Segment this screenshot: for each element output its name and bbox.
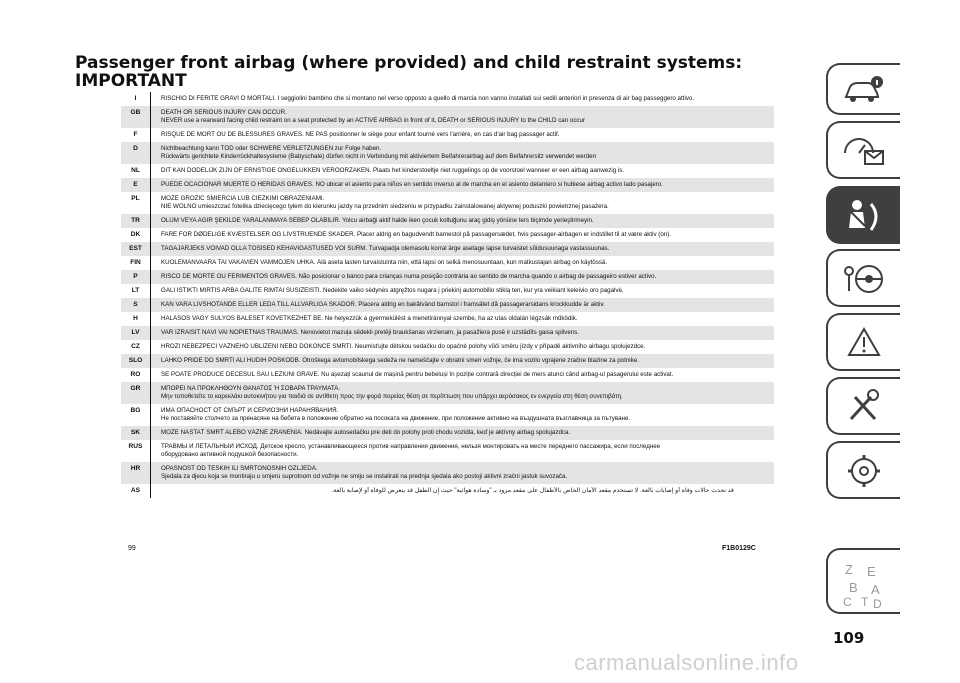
svg-text:D: D (873, 597, 882, 610)
warning-line: ИМА ОПАСНОСТ ОТ СМЪРТ И СЕРИОЗНИ НАРАНЯВАНИЯ. (161, 407, 339, 414)
language-code: EST (121, 242, 151, 256)
warning-text (151, 340, 774, 354)
table-row (121, 92, 774, 106)
language-code: DK (121, 228, 151, 242)
language-code: RUS (121, 440, 151, 462)
watermark-text: carmanualsonline.info (574, 650, 799, 675)
language-code: GR (121, 382, 151, 404)
technical-data-icon (841, 451, 887, 491)
warning-line: Μην τοποθετείτε το καρεκλάκι αυτοκινήτου για παιδιά σε αντίθετη προς την φορά πορείας θέση σε περίπτωση που υπάρχει αερόσακος εν ενεργεία στη θέση συνεπιβάτη. (161, 393, 623, 400)
warning-text (151, 192, 774, 214)
page-number: 109 (833, 629, 865, 647)
figure-code: F1B0129C (722, 545, 756, 552)
warning-line: SE POATE PRODUCE DECESUL SAU LEZIUNI GRAVE. Nu așezați scaunul de mașină pentru bebeluși în poziție contrară direcției de mers atunci când airbag-ul pasagerului este activat. (161, 371, 674, 378)
warning-text (151, 484, 774, 498)
language-code: BG (121, 404, 151, 426)
svg-text:Z: Z (845, 562, 853, 577)
language-code: SLO (121, 354, 151, 368)
language-code: NL (121, 164, 151, 178)
warning-text (151, 92, 774, 106)
warning-text (151, 228, 774, 242)
svg-text:C: C (843, 595, 852, 609)
warning-line: NEVER use a rearward facing child restraint on a seat protected by an ACTIVE AIRBAG in front of it, DEATH or SERIOUS INJURY to the CHILD can occur (161, 117, 586, 124)
table-row (121, 462, 774, 484)
warning-line: ТРАВМЫ И ЛЕТАЛЬНЫЙ ИСХОД. Детское кресло, устанавливающееся против направления движения, нельзя монтировать на месте переднего пассажира, если последнее (161, 443, 661, 450)
svg-text:E: E (867, 564, 876, 579)
table-row (121, 340, 774, 354)
warning-text (151, 164, 774, 178)
table-row (121, 326, 774, 340)
page-title-line-1: Passenger front airbag (where provided) and child restraint systems: (75, 53, 743, 73)
language-code: LT (121, 284, 151, 298)
side-tab-starting[interactable] (826, 249, 900, 307)
table-row (121, 192, 774, 214)
warning-line: ΜΠΟΡΕΙ ΝΑ ΠΡΟΚΛΗΘΟΥΝ ΘΑΝΑΤΟΣ Ή ΣΟΒΑΡΑ ΤΡΑΥΜΑΤΑ. (161, 385, 341, 392)
warning-line: VAR IZRAISĪT NĀVI VAI NOPIETNAS TRAUMAS. Nenovietot mazuļa sēdekli pretēji braukšanas virzienam, ja pasažiera pusē ir uzstādīts gaisa spilvens. (161, 329, 580, 336)
warning-line: KUOLEMANVAARA TAI VAKAVIEN VAMMOJEN UHKA. Älä aseta lasten turvaistuinta niin, että lapsi on selkä menosuuntaan, kun matkustajan airbag on käytössä. (161, 259, 608, 266)
warning-line: DEATH OR SERIOUS INJURY CAN OCCUR. (161, 109, 287, 116)
table-row (121, 404, 774, 426)
warning-text (151, 426, 774, 440)
alphabet-index-icon (839, 558, 889, 610)
warning-text (151, 404, 774, 426)
warning-line: Rückwärts gerichtete Kinderrückhaltesysteme (Babyschale) dürfen nicht in Verbindung mit aktiviertem Beifahrerairbag auf dem Beifahrersitz verwendet werden (161, 153, 597, 160)
table-row (121, 484, 774, 498)
warning-tools-icon (841, 323, 887, 363)
warning-line: Не поставяйте столчето за пренасяне на бебета в положение обратно на посоката на движение, при положение активно на въздушната възглавница за пътуване. (161, 415, 631, 422)
warning-text (151, 270, 774, 284)
warning-line: FARE FOR DØDELIGE KVÆSTELSER OG LIVSTRUENDE SKADER. Placer aldrig en bagudvendt barnestol på passagersædet, hvis passager-airbagen er indstillet til at være aktiv (on). (161, 231, 671, 238)
warning-text (151, 178, 774, 192)
warning-line: HALÁSOS VAGY SÚLYOS BALESET KÖVETKEZHET BE. Ne helyezzük a gyermekülést a menetiránnyal szembe, ha az utas oldalán légzsák működik. (161, 315, 578, 322)
warning-text (151, 284, 774, 298)
table-row (121, 368, 774, 382)
language-code: PL (121, 192, 151, 214)
table-row (121, 426, 774, 440)
table-row (121, 284, 774, 298)
warning-text (151, 354, 774, 368)
table-row (121, 312, 774, 326)
warning-text (151, 256, 774, 270)
warning-text (151, 382, 774, 404)
page-title (75, 54, 795, 90)
svg-text:B: B (849, 580, 858, 595)
table-row (121, 178, 774, 192)
language-code: TR (121, 214, 151, 228)
warning-line: HROZÍ NEBEZPEČÍ VÁŽNÉHO UBLÍŽENÍ NEBO DOKONCE SMRTI. Neumisťujte dětskou sedačku do opačné polohy vůči směru jízdy v případě aktivního airbagu spolujezdce. (161, 343, 646, 350)
warning-text (151, 298, 774, 312)
side-tab-maintenance[interactable] (826, 377, 900, 435)
language-code: RO (121, 368, 151, 382)
language-code: D (121, 142, 151, 164)
warning-text (151, 106, 774, 128)
warning-line: RISQUE DE MORT OU DE BLESSURES GRAVES. NE PAS positionner le siège pour enfant tourné vers l'arrière, en cas d'air bag passager actif. (161, 131, 560, 138)
warning-text (151, 368, 774, 382)
warning-line: ÖLÜM VEYA AĞIR ŞEKİLDE YARALANMAYA SEBEP OLABİLİR. Yolcu airbaği aktif halde iken çocuk koltuğunu araç gidiş yönüne ters biçimde yerleştirmeyin. (161, 217, 594, 224)
language-code: F (121, 128, 151, 142)
warning-line: MOŻE GROZIĆ ŚMIERCIA LUB CIEŻKIMI OBRAŻENIAMI. (161, 195, 325, 202)
warning-line: GALI IŠTIKTI MIRTIS ARBA GALITE RIMTAI SUSIŽEISTI. Nedėkite vaiko sėdynės atgręžtos nugara į priekinį automobilio stiklą ten, kur yra veikiant keleivio oro pagalvė. (161, 287, 624, 294)
table-row (121, 142, 774, 164)
side-tab-technical[interactable] (826, 441, 900, 499)
warning-line: NIE WOLNO umieszczać fotelika dziecięcego tyłem do kierunku jazdy na przednim siedzeniu w przypadku zainstalowanej aktywnej poduszki powietrznej pasażera. (161, 203, 609, 210)
language-code: E (121, 178, 151, 192)
warning-table (121, 92, 774, 498)
figure-number: 99 (128, 545, 136, 552)
warning-line: PUEDE OCACIONAR MUERTE O HERIDAS GRAVES. NO ubicar el asiento para niños en sentido inverso al de marcha en el asiento delantero si hubiese airbag activo lado pasajero. (161, 181, 663, 188)
language-code: LV (121, 326, 151, 340)
page-title-line-2: IMPORTANT (75, 71, 187, 91)
table-row (121, 256, 774, 270)
side-tab-safety[interactable] (826, 186, 900, 244)
warning-line: RISCO DE MORTE OU FERIMENTOS GRAVES. Não posicionar o banco para crianças numa posição contrária ao sentido de marcha quando o airbag de passageiro estiver activo. (161, 273, 657, 280)
table-row (121, 242, 774, 256)
table-row (121, 228, 774, 242)
airbag-passenger-icon (841, 196, 887, 236)
warning-line: Nichtbeachtung kann TOD oder SCHWERE VERLETZUNGEN zur Folge haben. (161, 145, 382, 152)
steering-wheel-key-icon (841, 259, 887, 299)
side-tab-index[interactable] (826, 548, 900, 614)
table-row (121, 440, 774, 462)
side-tab-emergency[interactable] (826, 313, 900, 371)
warning-text (151, 440, 774, 462)
warning-text (151, 462, 774, 484)
table-row (121, 298, 774, 312)
table-row (121, 354, 774, 368)
table-row (121, 382, 774, 404)
language-code: I (121, 92, 151, 106)
warning-line: قد تحدث حالات وفاة أو إصابات بالغة. لا تستخدم مقعد الأمان الخاص بالأطفال على مقعد مزود بـ "وسادة هوائية" حيث إن الطفل قد يتعرض للوفاة أو لإصابة بالغة. (331, 487, 734, 494)
language-code: HR (121, 462, 151, 484)
maintenance-tools-icon (841, 387, 887, 427)
table-row (121, 106, 774, 128)
side-tab-car-info[interactable] (826, 63, 900, 115)
language-code: GB (121, 106, 151, 128)
svg-text:T: T (861, 595, 869, 609)
warning-text (151, 242, 774, 256)
language-code: FIN (121, 256, 151, 270)
warning-line: Sjedala za djecu koja se montiraju u smjeru suprotnom od vožnje ne smiju se instalirati na prednja sjedala ako postoji aktivni zračni jastuk suvozača. (161, 473, 568, 480)
warning-line: KAN VARA LIVSHOTANDE ELLER LEDA TILL ALLVARLIGA SKADOR. Placera aldrig en bakåtvänd barnstol i framsätet då passagerarsidans krockkudde är aktiv. (161, 301, 605, 308)
language-code: SK (121, 426, 151, 440)
side-tab-dashboard[interactable] (826, 121, 900, 179)
warning-text (151, 128, 774, 142)
language-code: AS (121, 484, 151, 498)
warning-line: RISCHIO DI FERITE GRAVI O MORTALI. I seggiolini bambino che si montano nel verso opposto a quello di marcia non vanno installati sui sedili anteriori in presenza di air bag passeggero attivo. (161, 95, 695, 102)
table-row (121, 270, 774, 284)
dashboard-message-icon (841, 131, 887, 171)
language-code: S (121, 298, 151, 312)
warning-text (151, 142, 774, 164)
warning-line: оборудовано активной подушкой безопасности. (161, 451, 299, 458)
warning-line: DIT KAN DODELIJK ZIJN OF ERNSTIGE ONGELUKKEN VEROORZAKEN. Plaats het kinderstoeltje niet ruggelings op de voorstoel wanneer er een airbag aanwezig is. (161, 167, 625, 174)
warning-line: OPASNOST OD TEŠKIH ILI SMRTONOSNIH OZLJEDA. (161, 465, 318, 472)
svg-text:A: A (871, 582, 880, 597)
warning-text (151, 214, 774, 228)
warning-line: MÔŽE NASTAŤ SMRŤ ALEBO VÁŽNE ZRANENIA. Nedávajte autosedačku pre deti do polohy proti chodu vozidla, keď je aktívny airbag spolujazdca. (161, 429, 571, 436)
table-row (121, 164, 774, 178)
language-code: CZ (121, 340, 151, 354)
warning-line: TAGAJÄRJEKS VÕIVAD OLLA TÕSISED KEHAVIGASTUSED VÕI SURM. Turvapadja olemasolu korral ärge asetage lapse turvaistet sõidusuunaga vastassuunas. (161, 245, 610, 252)
car-info-icon (842, 73, 886, 107)
warning-text (151, 312, 774, 326)
language-code: P (121, 270, 151, 284)
table-row (121, 128, 774, 142)
language-code: H (121, 312, 151, 326)
warning-text (151, 326, 774, 340)
table-row (121, 214, 774, 228)
warning-line: LAHKO PRIDE DO SMRTI ALI HUDIH POŠKODB. Otroškega avtomobilskega sedeža ne nameščajte v obratni smeri vožnje, če ima vozilo vgrajene zračne blazine za potnike. (161, 357, 639, 364)
